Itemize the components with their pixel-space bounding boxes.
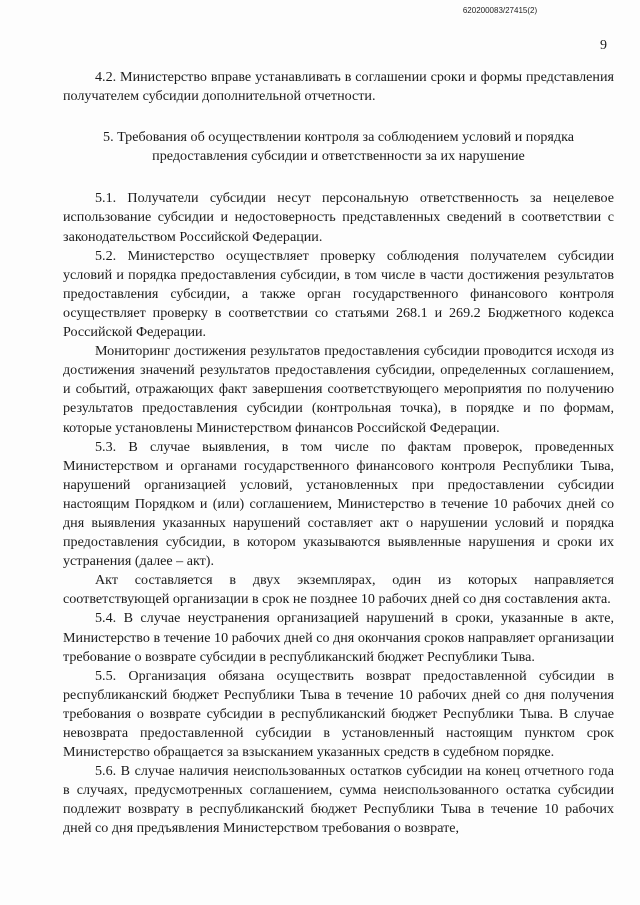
paragraph-5-1: 5.1. Получатели субсидии несут персональную ответственность за нецелевое использование субсидии и недостоверность представленных сведений в соответствии с законодательством Российской Федерации. [63,190,614,245]
paragraph-5-4: 5.4. В случае неустранения организацией нарушений в сроки, указанные в акте, Министерство в течение 10 рабочих дней со дня окончания сроков направляет организации требование о возврате субсидии в республиканский бюджет Республики Тыва. [63,610,614,665]
document-code: 620200083/27415(2) [462,6,538,15]
paragraph-5-3: 5.3. В случае выявления, в том числе по фактам проверок, проведенных Министерством и органами государственного финансового контроля Республики Тыва, нарушений организацией условий, установленных при предоставлении субсидии настоящим Порядком и (или) соглашением, Министерство в течение 10 рабочих дней со дня выявления указанных нарушений составляет акт о нарушении условий и порядка предоставления субсидии, в котором указываются выявленные нарушения и сроки их устранения (далее – акт). [63,438,614,570]
paragraph-5-5: 5.5. Организация обязана осуществить возврат предоставленной субсидии в республиканский бюджет Республики Тыва в течение 10 рабочих дней со дня получения требования о возврате субсидии в республиканский бюджет Республики Тыва. В случае невозврата предоставленной субсидии в установленный настоящим пунктом срок Министерство обращается за взысканием указанных средств в судебном порядке. [63,667,614,761]
paragraph-monitoring: Мониторинг достижения результатов предоставления субсидии проводится исходя из достижения значений результатов предоставления субсидии, определенных соглашением, и событий, отражающих факт завершения соответствующего мероприятия по получению результатов предоставления субсидии (контрольная точка), в порядке и по формам, которые установлены Министерством финансов Российской Федерации. [63,343,614,436]
paragraph-act: Акт составляется в двух экземплярах, один из которых направляется соответствующей организации в срок не позднее 10 рабочих дней со дня составления акта. [63,572,614,608]
page-number: 9 [600,38,607,53]
paragraph-5-6: 5.6. В случае наличия неиспользованных остатков субсидии на конец отчетного года в случаях, предусмотренных соглашением, сумма неиспользованного остатка субсидии подлежит возврату в республиканский бюджет Республики Тыва в течение 10 рабочих дней со дня предъявления Министерством требования о возврате, [63,763,614,837]
paragraph-4-2: 4.2. Министерство вправе устанавливать в соглашении сроки и формы представления получателем субсидии дополнительной отчетности. [63,69,614,105]
document-body [63,68,614,839]
paragraph-5-2: 5.2. Министерство осуществляет проверку соблюдения получателем субсидии условий и порядка предоставления субсидии, в том числе в части достижения результатов предоставления субсидии, а также орган государственного финансового контроля осуществляет проверку в соответствии со статьями 268.1 и 269.2 Бюджетного кодекса Российской Федерации. [63,247,614,341]
section-title: 5. Требования об осуществлении контроля за соблюдением условий и порядка предоставления субсидии и ответственности за их нарушение [103,129,574,165]
